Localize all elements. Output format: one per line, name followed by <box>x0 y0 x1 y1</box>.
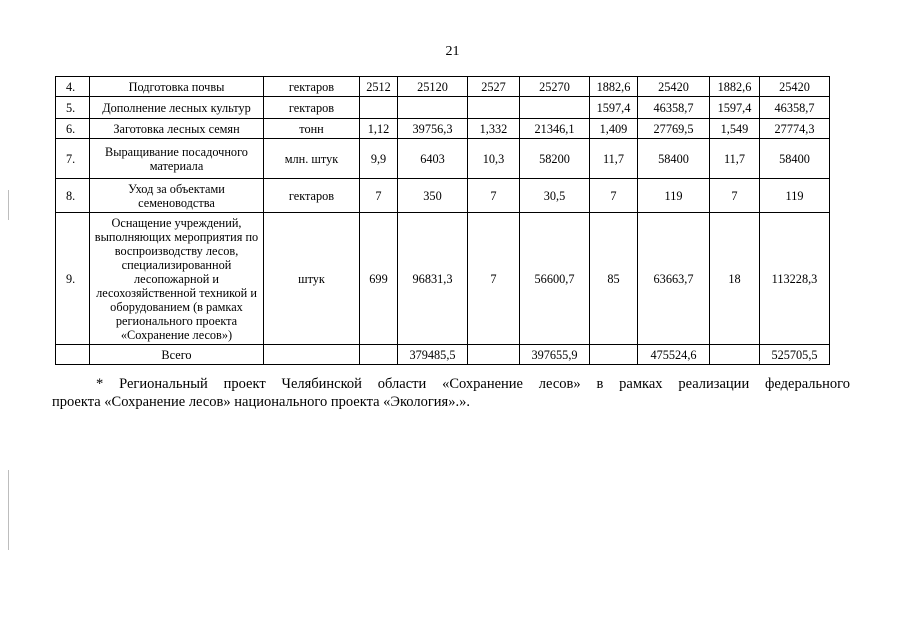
year4-volume-cell: 7 <box>710 179 760 213</box>
year4-volume-cell: 1882,6 <box>710 77 760 97</box>
page-number: 21 <box>445 44 460 59</box>
row-number-cell: 7. <box>56 139 90 179</box>
year4-sum-cell: 27774,3 <box>760 119 830 139</box>
year3-sum-cell: 119 <box>638 179 710 213</box>
measure-name-cell: Подготовка почвы <box>90 77 264 97</box>
unit-cell: тонн <box>264 119 360 139</box>
unit-cell: гектаров <box>264 97 360 119</box>
footnote <box>52 375 850 411</box>
year4-volume-cell: 1597,4 <box>710 97 760 119</box>
empty-cell <box>710 345 760 365</box>
table-row <box>56 77 830 97</box>
table-row <box>56 119 830 139</box>
row-number-cell: 9. <box>56 213 90 345</box>
unit-cell: млн. штук <box>264 139 360 179</box>
year3-volume-cell: 11,7 <box>590 139 638 179</box>
empty-cell <box>468 345 520 365</box>
year1-volume-cell: 9,9 <box>360 139 398 179</box>
table-row <box>56 179 830 213</box>
empty-cell <box>590 345 638 365</box>
year2-sum-cell <box>520 97 590 119</box>
unit-cell: гектаров <box>264 179 360 213</box>
year1-volume-cell: 7 <box>360 179 398 213</box>
year1-volume-cell <box>360 97 398 119</box>
footnote-line-1: * Региональный проект Челябинской области «Сохранение лесов» в рамках реализации федерального <box>96 376 850 392</box>
year2-sum-cell: 58200 <box>520 139 590 179</box>
year2-volume-cell: 7 <box>468 179 520 213</box>
footnote-line-2: проекта «Сохранение лесов» национального проекта «Экология».». <box>52 394 470 410</box>
year2-volume-cell <box>468 97 520 119</box>
measure-name-cell: Заготовка лесных семян <box>90 119 264 139</box>
year4-volume-cell: 1,549 <box>710 119 760 139</box>
year1-volume-cell: 2512 <box>360 77 398 97</box>
total-s2-cell: 397655,9 <box>520 345 590 365</box>
empty-cell <box>264 345 360 365</box>
row-number-cell: 4. <box>56 77 90 97</box>
year1-sum-cell: 350 <box>398 179 468 213</box>
year1-sum-cell: 96831,3 <box>398 213 468 345</box>
year3-sum-cell: 46358,7 <box>638 97 710 119</box>
total-row <box>56 345 830 365</box>
year4-sum-cell: 58400 <box>760 139 830 179</box>
total-s1-cell: 379485,5 <box>398 345 468 365</box>
year3-sum-cell: 27769,5 <box>638 119 710 139</box>
year3-volume-cell: 85 <box>590 213 638 345</box>
year2-sum-cell: 56600,7 <box>520 213 590 345</box>
year3-sum-cell: 25420 <box>638 77 710 97</box>
measure-name-cell: Выращивание посадочного материала <box>90 139 264 179</box>
empty-cell <box>56 345 90 365</box>
year2-volume-cell: 10,3 <box>468 139 520 179</box>
year1-volume-cell: 699 <box>360 213 398 345</box>
measure-name-cell: Оснащение учреждений, выполняющих мероприятия по воспроизводству лесов, специализированной лесопожарной и лесохозяйственной техникой и оборудованием (в рамках регионального проекта «Сохранение лесов») <box>90 213 264 345</box>
year1-sum-cell: 6403 <box>398 139 468 179</box>
table-row <box>56 97 830 119</box>
empty-cell <box>360 345 398 365</box>
year3-volume-cell: 1882,6 <box>590 77 638 97</box>
unit-cell: гектаров <box>264 77 360 97</box>
total-s4-cell: 525705,5 <box>760 345 830 365</box>
year3-volume-cell: 1597,4 <box>590 97 638 119</box>
year2-sum-cell: 21346,1 <box>520 119 590 139</box>
year4-sum-cell: 119 <box>760 179 830 213</box>
scan-margin-mark <box>8 190 9 220</box>
row-number-cell: 5. <box>56 97 90 119</box>
year3-sum-cell: 58400 <box>638 139 710 179</box>
total-s3-cell: 475524,6 <box>638 345 710 365</box>
year1-sum-cell: 39756,3 <box>398 119 468 139</box>
year4-sum-cell: 46358,7 <box>760 97 830 119</box>
measure-name-cell: Уход за объектами семеноводства <box>90 179 264 213</box>
year2-sum-cell: 30,5 <box>520 179 590 213</box>
year3-volume-cell: 1,409 <box>590 119 638 139</box>
row-number-cell: 8. <box>56 179 90 213</box>
total-label-cell: Всего <box>90 345 264 365</box>
year2-sum-cell: 25270 <box>520 77 590 97</box>
year1-sum-cell <box>398 97 468 119</box>
table-row <box>56 213 830 345</box>
year2-volume-cell: 1,332 <box>468 119 520 139</box>
measures-table <box>55 76 830 365</box>
year1-volume-cell: 1,12 <box>360 119 398 139</box>
year1-sum-cell: 25120 <box>398 77 468 97</box>
year3-sum-cell: 63663,7 <box>638 213 710 345</box>
scan-margin-mark <box>8 470 9 550</box>
year4-sum-cell: 25420 <box>760 77 830 97</box>
year2-volume-cell: 2527 <box>468 77 520 97</box>
year4-volume-cell: 18 <box>710 213 760 345</box>
measure-name-cell: Дополнение лесных культур <box>90 97 264 119</box>
year2-volume-cell: 7 <box>468 213 520 345</box>
year4-volume-cell: 11,7 <box>710 139 760 179</box>
unit-cell: штук <box>264 213 360 345</box>
year4-sum-cell: 113228,3 <box>760 213 830 345</box>
row-number-cell: 6. <box>56 119 90 139</box>
year3-volume-cell: 7 <box>590 179 638 213</box>
table-row <box>56 139 830 179</box>
